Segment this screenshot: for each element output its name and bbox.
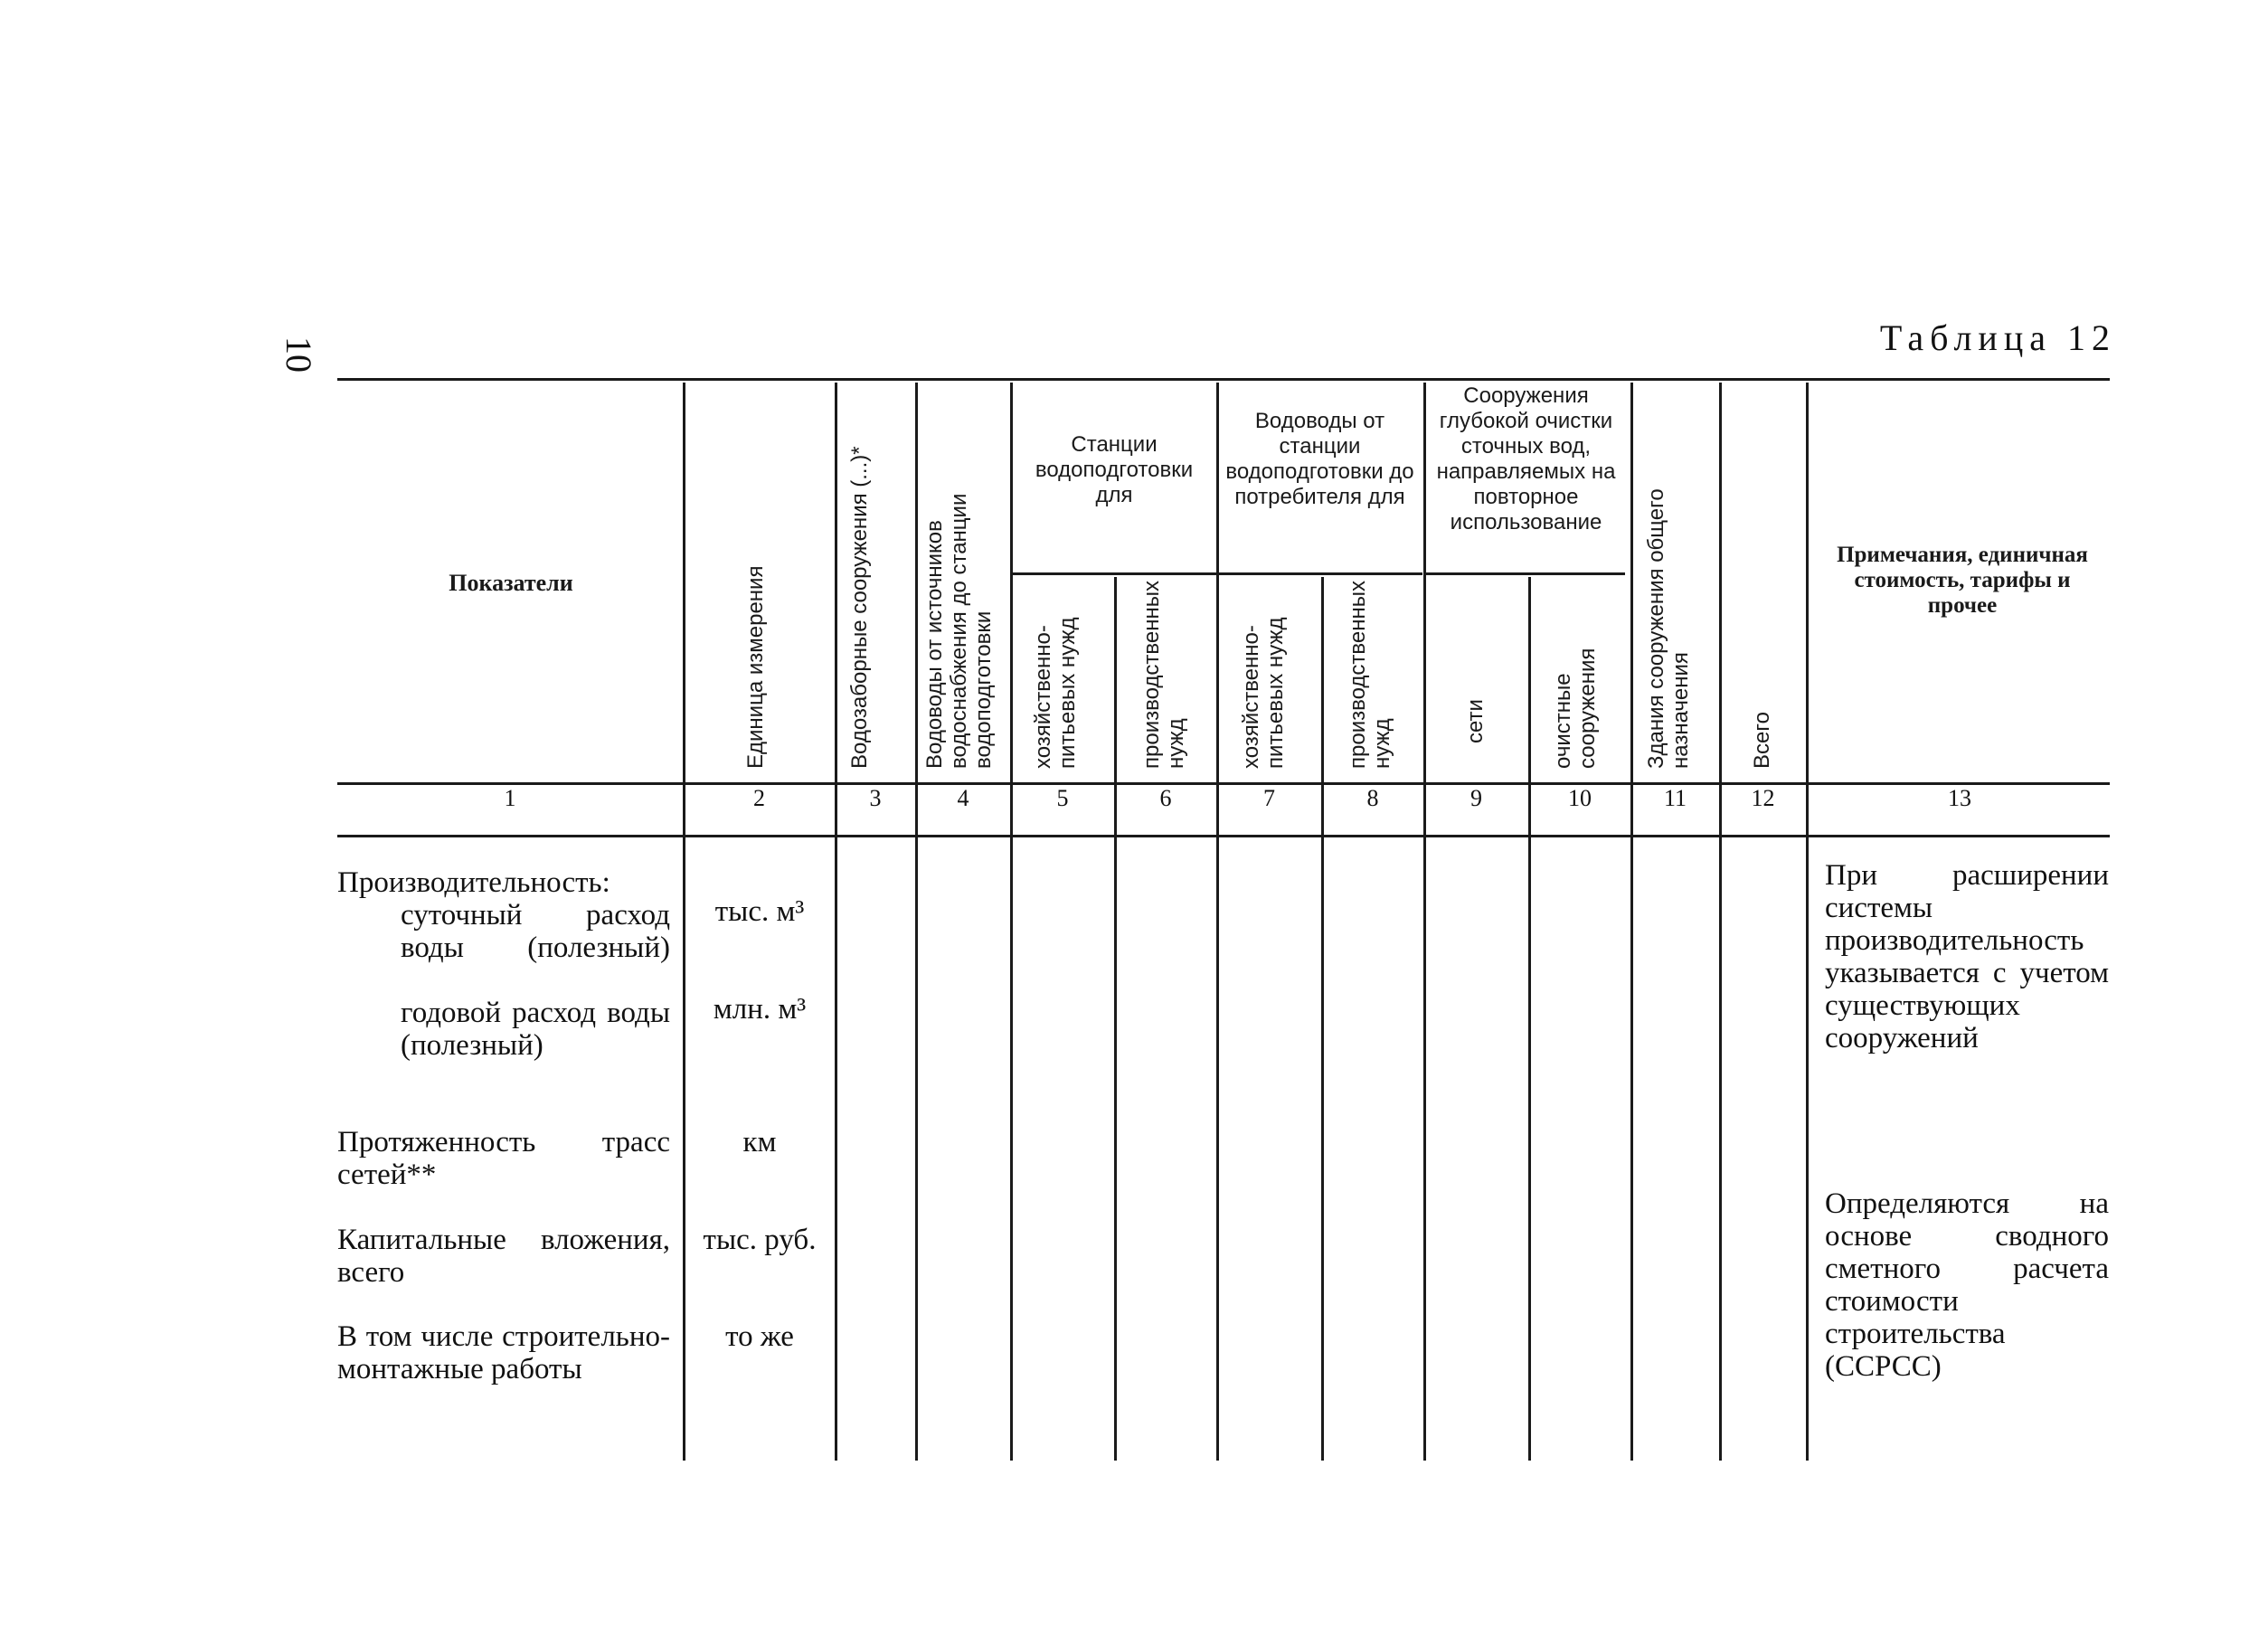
column-number: 1 xyxy=(504,785,516,811)
column-number: 6 xyxy=(1159,785,1172,811)
column-number: 7 xyxy=(1263,785,1275,811)
numbers-bottom-rule xyxy=(337,835,2110,837)
col-divider xyxy=(1719,383,1722,1461)
header-production-6: производственных нужд xyxy=(1139,581,1188,769)
row-network-length-label: Протяженность трасс сетей** xyxy=(337,1126,670,1191)
table-title: Таблица 12 xyxy=(1879,317,2116,358)
column-number: 11 xyxy=(1663,785,1687,811)
col-divider xyxy=(1806,383,1809,1461)
column-number: 8 xyxy=(1366,785,1379,811)
row-construction-works-unit: то же xyxy=(725,1320,794,1353)
header-total: Всего xyxy=(1750,712,1774,769)
header-group-deep-treatment: Сооружения глубокой очистки сточных вод, направляемых на повторное использование xyxy=(1436,383,1616,534)
column-number: 9 xyxy=(1470,785,1482,811)
column-number: 12 xyxy=(1751,785,1775,811)
col-divider xyxy=(915,383,918,1461)
col-divider xyxy=(1321,577,1324,1461)
column-number: 3 xyxy=(869,785,882,811)
col-divider xyxy=(683,383,685,1461)
col-divider xyxy=(835,383,837,1461)
subheader-rule-5-6 xyxy=(1013,572,1216,575)
note-capital-investment: Определяются на основе сводного сметного расчета стоимости строительства (ССРСС) xyxy=(1825,1187,2109,1383)
subheader-rule-9-10 xyxy=(1426,572,1625,575)
header-source-conduits: Водоводы от источников водоснабжения до станции водоподготовки xyxy=(922,493,996,769)
table-top-rule xyxy=(337,378,2110,381)
header-household-5: хозяйственно-питьевых нужд xyxy=(1031,617,1080,769)
col-divider xyxy=(1528,577,1531,1461)
header-household-7: хозяйственно-питьевых нужд xyxy=(1239,617,1288,769)
column-number: 4 xyxy=(957,785,969,811)
header-group-treatment-stations: Станции водоподготовки для xyxy=(1035,432,1194,507)
row-annual-flow-unit: млн. м³ xyxy=(713,993,807,1026)
header-production-8: производственных нужд xyxy=(1346,581,1394,769)
row-network-length-unit: км xyxy=(742,1126,777,1158)
header-water-intake: Водозаборные сооружения (...)* xyxy=(847,446,872,769)
header-treatment-facilities-10: очистные сооружения xyxy=(1551,648,1600,769)
column-number: 10 xyxy=(1568,785,1592,811)
row-productivity-label: Производительность: xyxy=(337,866,610,899)
col-divider xyxy=(1630,383,1633,1461)
column-number: 5 xyxy=(1056,785,1069,811)
header-unit: Единица измерения xyxy=(743,565,768,769)
row-daily-flow-unit: тыс. м³ xyxy=(714,895,805,928)
col-divider xyxy=(1216,383,1219,1461)
note-productivity: При расширении системы производительность указывается с учетом существующих сооружений xyxy=(1825,859,2109,1054)
header-notes: Примечания, единичная стоимость, тарифы и прочее xyxy=(1837,543,2088,618)
row-construction-works-label: В том числе строительно-монтажные работы xyxy=(337,1320,670,1385)
page-number: 10 xyxy=(279,336,319,373)
header-networks-9: сети xyxy=(1463,699,1488,743)
column-number: 2 xyxy=(753,785,765,811)
row-annual-flow-label: годовой расход воды (полезный) xyxy=(401,997,670,1062)
header-indicators: Показатели xyxy=(449,570,573,596)
header-general-buildings: Здания сооружения общего назначения xyxy=(1644,488,1693,769)
col-divider xyxy=(1423,383,1426,1461)
column-number: 13 xyxy=(1948,785,1971,811)
row-capital-investment-unit: тыс. руб. xyxy=(703,1224,817,1256)
subheader-rule-7-8 xyxy=(1219,572,1422,575)
row-daily-flow-label: суточный расход воды (полезный) xyxy=(401,899,670,964)
header-group-consumer-conduits: Водоводы от станции водоподготовки до потребителя для xyxy=(1225,409,1414,509)
col-divider xyxy=(1114,577,1117,1461)
row-capital-investment-label: Капитальные вложения, всего xyxy=(337,1224,670,1289)
col-divider xyxy=(1010,383,1013,1461)
